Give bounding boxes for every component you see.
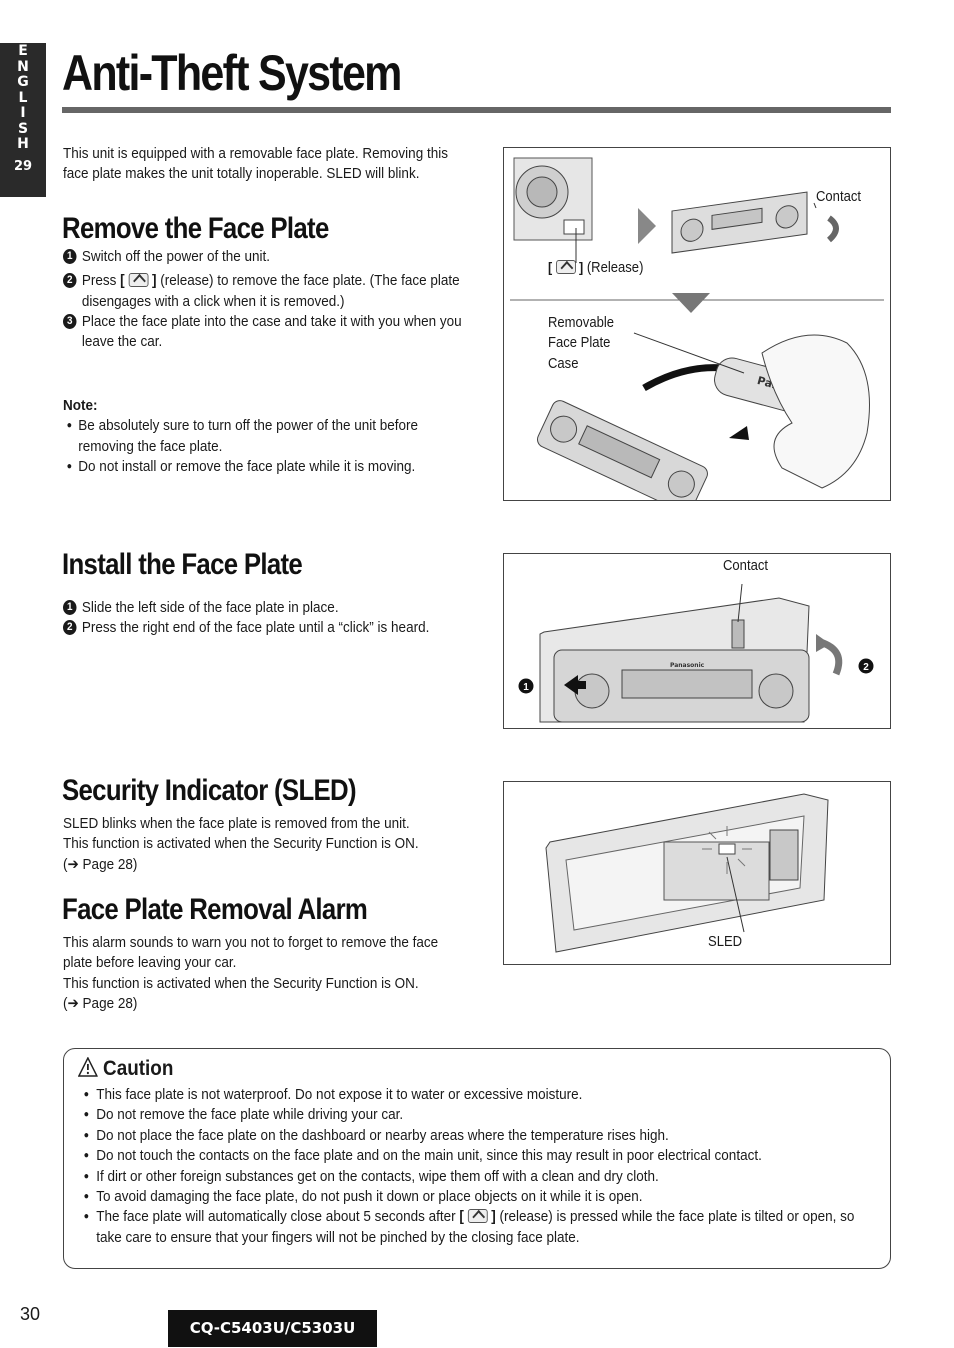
intro-text: This unit is equipped with a removable face plate. Removing this face plate makes the unit totally inoperable. SLED will blink. (63, 145, 448, 183)
note-item: ● Be absolutely sure to turn off the power of the unit before removing the face plate. (63, 416, 470, 457)
note-item: ● Do not install or remove the face plate while it is moving. (63, 457, 470, 477)
fig-case-label: Removable Face Plate Case (548, 315, 615, 372)
sled-heading: Security Indicator (SLED) (62, 774, 356, 807)
tilt-arrow-icon (829, 218, 836, 240)
page-title: Anti-Theft System (62, 45, 401, 101)
remove-step: 2 Press [ ] (release) to remove the face plate. (The face plate disengages with a click when it is removed.) (63, 271, 479, 312)
note-label: Note: (63, 397, 98, 414)
alarm-text: This alarm sounds to warn you not to forget to remove the face plate before leaving your car. This function is activated when the Security Function is ON. (➔ Page 28) (63, 933, 470, 1014)
caution-list (80, 1085, 872, 1248)
remove-note (63, 396, 470, 477)
sled-figure (503, 781, 891, 965)
caution-item: ● Do not touch the contacts on the face plate and on the main unit, since this may result in poor electrical contact. (80, 1146, 872, 1166)
arrow-right-icon (638, 208, 656, 244)
step-number: 1 (63, 249, 77, 264)
plate-brand: Panasonic (670, 662, 705, 669)
release-key: [ ] (548, 259, 584, 275)
step-number: 3 (63, 314, 77, 329)
step-number: 2 (63, 273, 77, 288)
page-number: 30 (20, 1304, 41, 1324)
release-icon (556, 260, 576, 274)
page-ref: (➔ Page 28) (63, 994, 138, 1012)
caution-heading: Caution (78, 1057, 173, 1081)
caution-item: ● Do not remove the face plate while driving your car. (80, 1105, 872, 1125)
caution-box (63, 1048, 891, 1269)
caution-item: ● Do not place the face plate on the dashboard or nearby areas where the temperature rises high. (80, 1126, 872, 1146)
language-tab (0, 43, 46, 197)
install-heading: Install the Face Plate (62, 548, 303, 581)
svg-text:1: 1 (523, 682, 529, 693)
remove-figure (503, 147, 891, 501)
sled-indicator (719, 844, 735, 854)
warning-icon (78, 1057, 98, 1077)
install-step: 1 Slide the left side of the face plate in place. (63, 598, 486, 618)
fig-contact-label: Contact (816, 189, 861, 205)
model-number: CQ-C5403U/C5303U (168, 1310, 377, 1347)
arrow-down-icon (672, 293, 710, 313)
remove-step: 3 Place the face plate into the case and take it with you when you leave the car. (63, 312, 479, 353)
install-figure (503, 553, 891, 729)
step-number: 2 (63, 620, 77, 635)
sled-text: SLED blinks when the face plate is removed from the unit. This function is activated when the Security Function is ON. (➔ Page 28) (63, 814, 470, 875)
fig-contact-label: Contact (723, 558, 768, 574)
remove-step: 1 Switch off the power of the unit. (63, 247, 479, 267)
svg-text:2: 2 (863, 662, 869, 673)
install-step: 2 Press the right end of the face plate until a “click” is heard. (63, 618, 486, 638)
install-steps (63, 598, 486, 639)
caution-item: ● This face plate is not waterproof. Do not expose it to water or excessive moisture. (80, 1085, 872, 1105)
alarm-heading: Face Plate Removal Alarm (62, 893, 368, 926)
caution-item: ● To avoid damaging the face plate, do not push it down or place objects on it while it is open. (80, 1187, 872, 1207)
page-ref: (➔ Page 28) (63, 855, 138, 873)
fig-sled-label: SLED (708, 934, 743, 950)
caution-item: ● If dirt or other foreign substances get on the contacts, wipe them off with a clean and dry cloth. (80, 1167, 872, 1187)
caution-item: ● The face plate will automatically close about 5 seconds after [ ] (release) is pressed while the face plate is tilted or open, so take care to ensure that your fingers will not be pinched by the closing face plate. (80, 1207, 872, 1248)
language-tab-page: 29 (13, 158, 33, 174)
step-number: 1 (63, 600, 77, 615)
release-icon (468, 1209, 488, 1223)
install-illustration (504, 554, 891, 729)
release-key: [ ] (459, 1208, 496, 1226)
remove-steps (63, 247, 479, 352)
title-rule (62, 107, 891, 113)
remove-heading: Remove the Face Plate (62, 212, 329, 245)
release-key: [ ] (120, 272, 157, 290)
fig-release-label: [ ] (Release) (548, 259, 644, 276)
release-icon (128, 273, 148, 287)
sled-illustration (504, 782, 891, 965)
language-letters: E N G L I S H (17, 43, 29, 152)
